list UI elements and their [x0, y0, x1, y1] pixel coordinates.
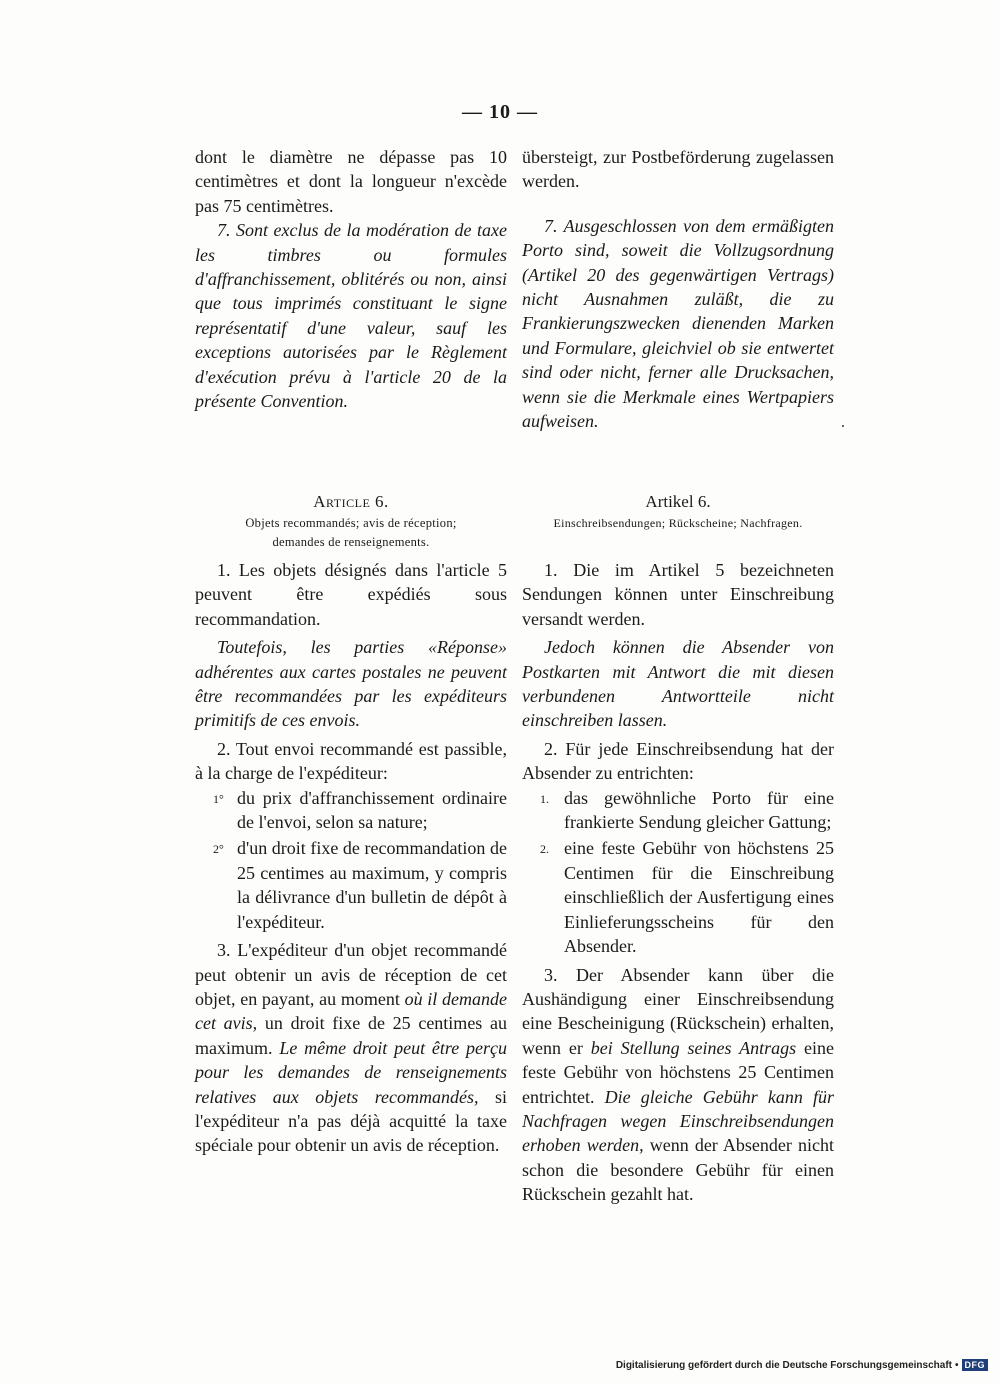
- french-continuation-text: dont le diamètre ne dépasse pas 10 centimètres et dont la longueur n'excède pas 75 centimètres.: [195, 147, 507, 216]
- german-continuation-text: übersteigt, zur Postbeförderung zugelassen werden.: [522, 147, 834, 192]
- french-list-item-2: 2° d'un droit fixe de recommandation de 25 centimes au maximum, y compris la délivrance d'un bulletin de dépôt à l'expéditeur.: [213, 838, 507, 932]
- page-number: — 10 —: [462, 101, 538, 123]
- german-list-item-1: 1. das gewöhnliche Porto für eine frankierte Sendung gleicher Gattung;: [540, 787, 834, 833]
- digitization-footer: [616, 1359, 988, 1371]
- french-list-item-1: 1° du prix d'affranchissement ordinaire de l'envoi, selon sa nature;: [213, 787, 507, 833]
- german-list-item-2: 2. eine feste Gebühr von höchstens 25 Centimen für die Einschreibung einschließlich der Ausfertigung eines Einlieferungsscheins für den Absender.: [540, 838, 834, 957]
- french-list-item-2-number: 2°: [213, 842, 224, 857]
- french-paragraph-2: 2. Tout envoi recommandé est passible, à la charge de l'expéditeur:: [195, 738, 507, 784]
- german-paragraph-3: 3. Der Absender kann über die Aushändigung einer Einschreibsendung eine Bescheinigung (Rückschein) erhalten, wenn er bei Stellung seines Antrags eine feste Gebühr von höchstens 25 Centimen entrichtet. Die gleiche Gebühr kann für Nachfragen wegen Einschreibsendungen erhoben werden, wenn der Absender nicht schon die besondere Gebühr für einen Rückschein gezahlt hat.: [522, 964, 835, 1205]
- german-column: [522, 145, 834, 433]
- german-paragraph-2: 2. Für jede Einschreibsendung hat der Absender zu entrichten:: [522, 738, 834, 784]
- german-list-item-2-number: 2.: [540, 842, 549, 857]
- dfg-logo-icon: DFG: [962, 1359, 989, 1371]
- german-paragraph-7: 7. Ausgeschlossen von dem ermäßigten Porto sind, soweit die Vollzugsordnung (Artikel 20 des gegenwärtigen Vertrags) nicht Ausnahmen zuläßt, die zu Frankierungszwecken dienenden Marken und Formulare, gleichviel ob sie entwertet sind oder nicht, ferner alle Drucksachen, wenn sie die Merkmale eines Wertpapiers aufweisen.: [522, 215, 834, 432]
- german-article-subtitle: Einschreibsendungen; Rückscheine; Nachfragen.: [553, 516, 803, 530]
- german-article-6: [522, 490, 834, 1207]
- french-column: [195, 145, 507, 413]
- german-paragraph-1: 1. Die im Artikel 5 bezeichneten Sendungen können unter Einschreibung versandt werden.: [522, 560, 834, 629]
- french-paragraph-3: 3. L'expéditeur d'un objet recommandé peut obtenir un avis de réception de cet objet, en payant, au moment où il demande cet avis, un droit fixe de 25 centimes au maximum. Le même droit peut être perçu pour les demandes de renseignements relatives aux objets recommandés, si l'expéditeur n'a pas déjà acquitté la taxe spéciale pour obtenir un avis de réception.: [195, 940, 508, 1156]
- german-list-item-1-number: 1.: [540, 791, 549, 806]
- french-list-item-1-number: 1°: [213, 791, 224, 806]
- french-article-6: [195, 490, 507, 1158]
- stray-mark: [842, 425, 844, 427]
- french-paragraph-1-italic: Toutefois, les parties «Réponse» adhérentes aux cartes postales ne peuvent être recommandées par les expéditeurs primitifs de ces envois.: [195, 637, 507, 731]
- french-article-subtitle-line2: demandes de renseignements.: [272, 535, 430, 549]
- footer-separator: •: [954, 1359, 959, 1371]
- french-paragraph-1: 1. Les objets désignés dans l'article 5 peuvent être expédiés sous recommandation.: [195, 560, 507, 629]
- german-article-heading: Artikel 6.: [645, 492, 711, 511]
- french-article-heading: Article 6.: [313, 492, 389, 511]
- footer-text: Digitalisierung gefördert durch die Deutsche Forschungsgemeinschaft: [615, 1359, 952, 1371]
- french-article-subtitle-line1: Objets recommandés; avis de réception;: [245, 516, 457, 530]
- german-paragraph-1-italic: Jedoch können die Absender von Postkarten mit Antwort die mit diesen verbundenen Antwortteile nicht einschreiben lassen.: [522, 637, 834, 731]
- french-paragraph-7: 7. Sont exclus de la modération de taxe les timbres ou formules d'affranchissement, oblitérés ou non, ainsi que tous imprimés constituant le signe représentatif d'une valeur, sauf les exceptions autorisées par le Règlement d'exécution prévu à l'article 20 de la présente Convention.: [195, 220, 507, 412]
